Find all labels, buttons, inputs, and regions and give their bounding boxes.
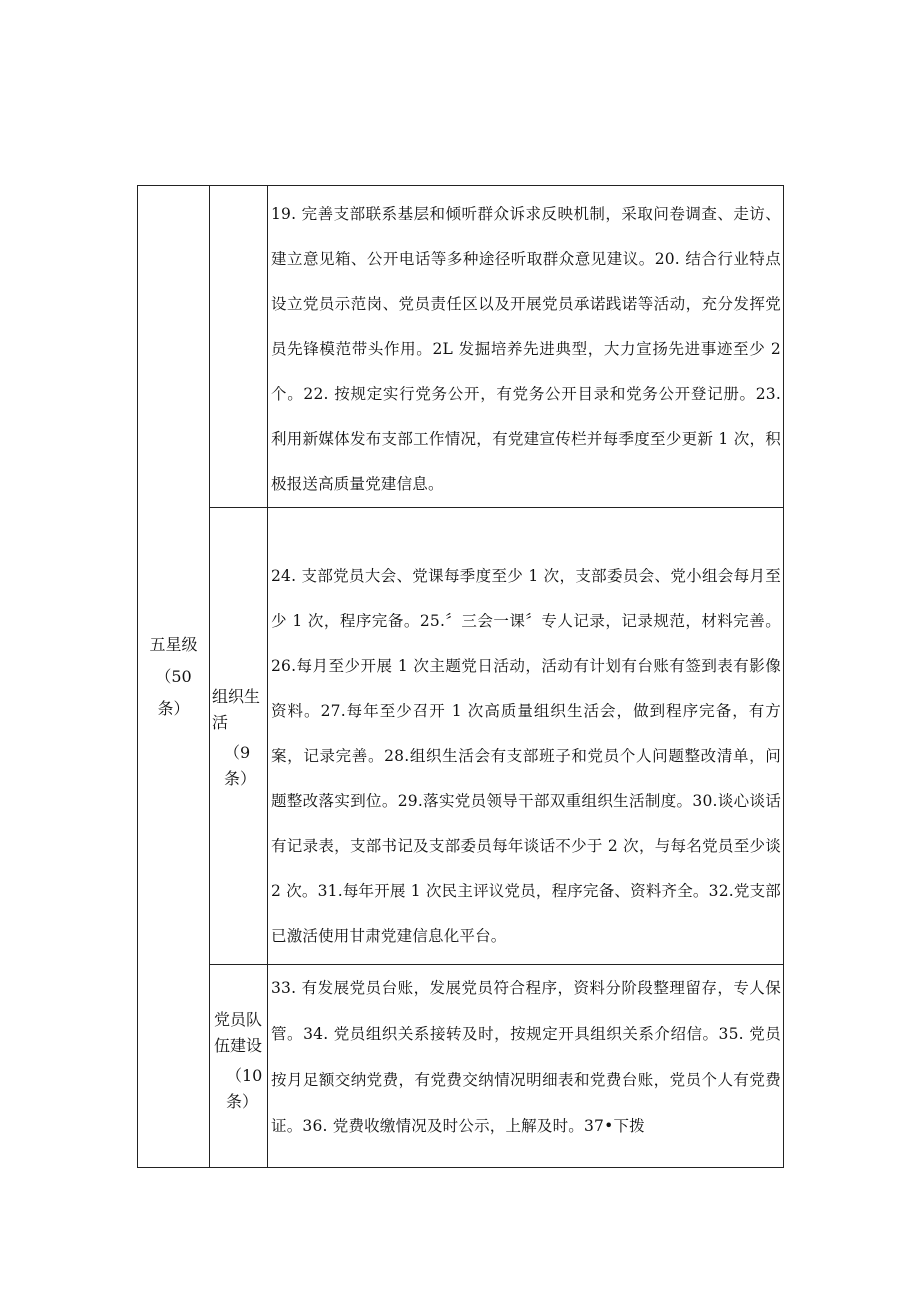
category-cell	[210, 186, 268, 508]
content-text: 24. 支部党员大会、党课每季度至少 1 次，支部委员会、党小组会每月至少 1 次，程序完备。25.〞三会一课〞专人记录，记录规范，材料完善。26.每月至少开展 1 次主题党日活动，活动有计划有台账有签到表有影像资料。27.每年至少召开 1 次高质量组织生活会，做到程序完备，有方案，记录完善。28.组织生活会有支部班子和党员个人问题整改清单，问题整改落实到位。29.落实党员领导干部双重组织生活制度。30.谈心谈话有记录表，支部书记及支部委员每年谈话不少于 2 次，与每名党员至少谈 2 次。31.每年开展 1 次民主评议党员，程序完备、资料齐全。32.党支部已激活使用甘肃党建信息化平台。	[271, 567, 781, 945]
category-cell	[210, 508, 268, 965]
table-row	[138, 186, 784, 508]
category-name: 党员队伍建设	[214, 1010, 263, 1055]
level-label: 五星级（50条）	[149, 634, 198, 718]
table-row	[138, 508, 784, 965]
category-name: 组织生活	[212, 687, 261, 732]
category-count: （10条）	[226, 1066, 263, 1111]
standards-table	[137, 185, 784, 1168]
category-cell	[210, 965, 268, 1168]
category-count: （9条）	[224, 743, 257, 788]
content-text: 33. 有发展党员台账，发展党员符合程序，资料分阶段整理留存，专人保管。34. 党员组织关系接转及时，按规定开具组织关系介绍信。35. 党员按月足额交纳党费，有党费交纳情况明细表和党费台账，党员个人有党费证。36. 党费收缴情况及时公示，上解及时。37•下拨	[271, 979, 781, 1135]
content-cell	[268, 186, 784, 508]
content-text: 19. 完善支部联系基层和倾听群众诉求反映机制，采取问卷调查、走访、建立意见箱、公开电话等多种途径听取群众意见建议。20. 结合行业特点设立党员示范岗、党员责任区以及开展党员承诺践诺等活动，充分发挥党员先锋模范带头作用。2L 发掘培养先进典型，大力宣扬先进事迹至少 2 个。22. 按规定实行党务公开，有党务公开目录和党务公开登记册。23.利用新媒体发布支部工作情况，有党建宣传栏并每季度至少更新 1 次，积极报送高质量党建信息。	[271, 205, 781, 493]
content-cell	[268, 508, 784, 965]
content-cell	[268, 965, 784, 1168]
table-row	[138, 965, 784, 1168]
level-cell	[138, 186, 210, 1168]
